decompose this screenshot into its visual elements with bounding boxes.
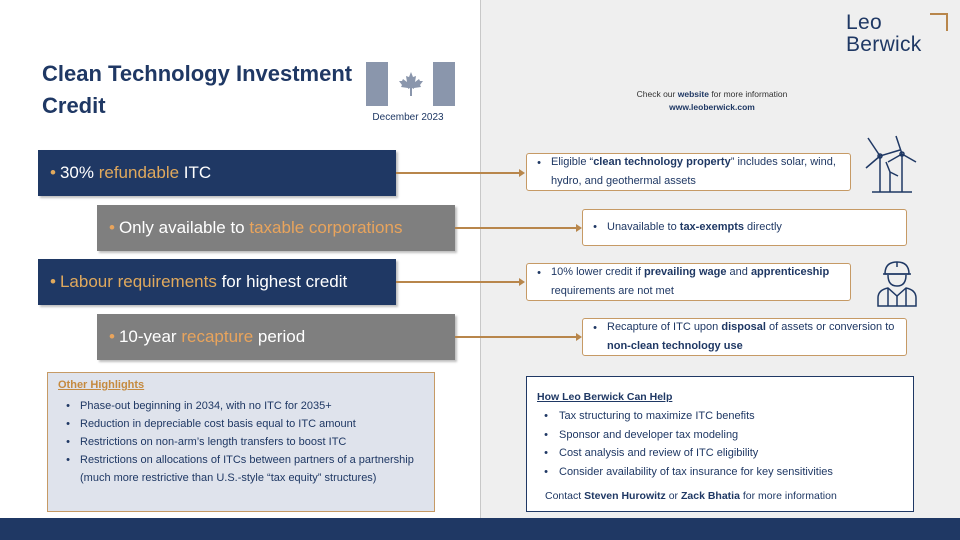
band-refundable-itc: • 30% refundable ITC [38, 150, 396, 196]
website-url[interactable]: www.leoberwick.com [669, 102, 755, 112]
note-prevailing-wage: • 10% lower credit if prevailing wage and apprenticeship requirements are not met [526, 263, 851, 301]
contact-name-1: Steven Hurowitz [584, 490, 666, 502]
note-clean-tech-property: • Eligible “clean technology property” includes solar, wind, hydro, and geothermal assets [526, 153, 851, 191]
band-taxable-corporations: • Only available to taxable corporations [97, 205, 455, 251]
list-item: • Sponsor and developer tax modeling [544, 428, 739, 441]
check-prefix: Check our [636, 89, 676, 99]
other-highlights-title: Other Highlights [58, 379, 145, 391]
wind-turbine-icon [860, 132, 918, 194]
connector-1 [396, 172, 520, 174]
band-recapture-period: • 10-year recapture period [97, 314, 455, 360]
list-item: • Restrictions on non-arm’s length transfers to boost ITC [66, 436, 347, 448]
construction-worker-icon [874, 258, 920, 308]
website-link[interactable]: website [677, 89, 709, 99]
logo-line-2: Berwick [846, 33, 922, 56]
leo-berwick-logo [846, 12, 922, 56]
list-item: • Cost analysis and review of ITC eligibility [544, 447, 759, 459]
help-list [533, 407, 903, 481]
note-recapture-disposal: • Recapture of ITC upon disposal of assets or conversion to non-clean technology use [582, 318, 907, 356]
band-labour-requirements: • Labour requirements for highest credit [38, 259, 396, 305]
help-title: How Leo Berwick Can Help [537, 391, 673, 403]
arrow-3 [519, 278, 525, 286]
list-item: • Restrictions on allocations of ITCs between partners of a partnership (much more restrictive than U.S.-style “tax equity” structures) [66, 454, 414, 484]
canada-flag-icon [366, 62, 455, 106]
page-title: Clean Technology Investment Credit [42, 61, 353, 118]
list-item: • Reduction in depreciable cost basis equal to ITC amount [66, 418, 356, 430]
note-tax-exempts: • Unavailable to tax-exempts directly [582, 209, 907, 246]
list-item: • Consider availability of tax insurance for key sensitivities [544, 465, 833, 478]
contact-line: Contact Steven Hurowitz or Zack Bhatia for more information [545, 490, 837, 502]
check-suffix: for more information [711, 89, 788, 99]
list-item: • Tax structuring to maximize ITC benefits [544, 410, 755, 422]
other-highlights-box [47, 372, 435, 512]
other-highlights-list [56, 397, 428, 487]
website-info [600, 88, 824, 114]
connector-4 [455, 336, 577, 338]
arrow-1 [519, 169, 525, 177]
contact-name-2: Zack Bhatia [680, 490, 740, 502]
maple-leaf-icon [398, 71, 424, 97]
connector-3 [396, 281, 520, 283]
logo-corner-mark [930, 13, 948, 31]
list-item: • Phase-out beginning in 2034, with no ITC for 2035+ [66, 400, 332, 412]
footer-bar [0, 518, 960, 540]
logo-line-1: Leo [846, 11, 882, 34]
connector-2 [455, 227, 577, 229]
date-label: December 2023 [372, 112, 444, 123]
how-we-can-help-box [526, 376, 914, 512]
